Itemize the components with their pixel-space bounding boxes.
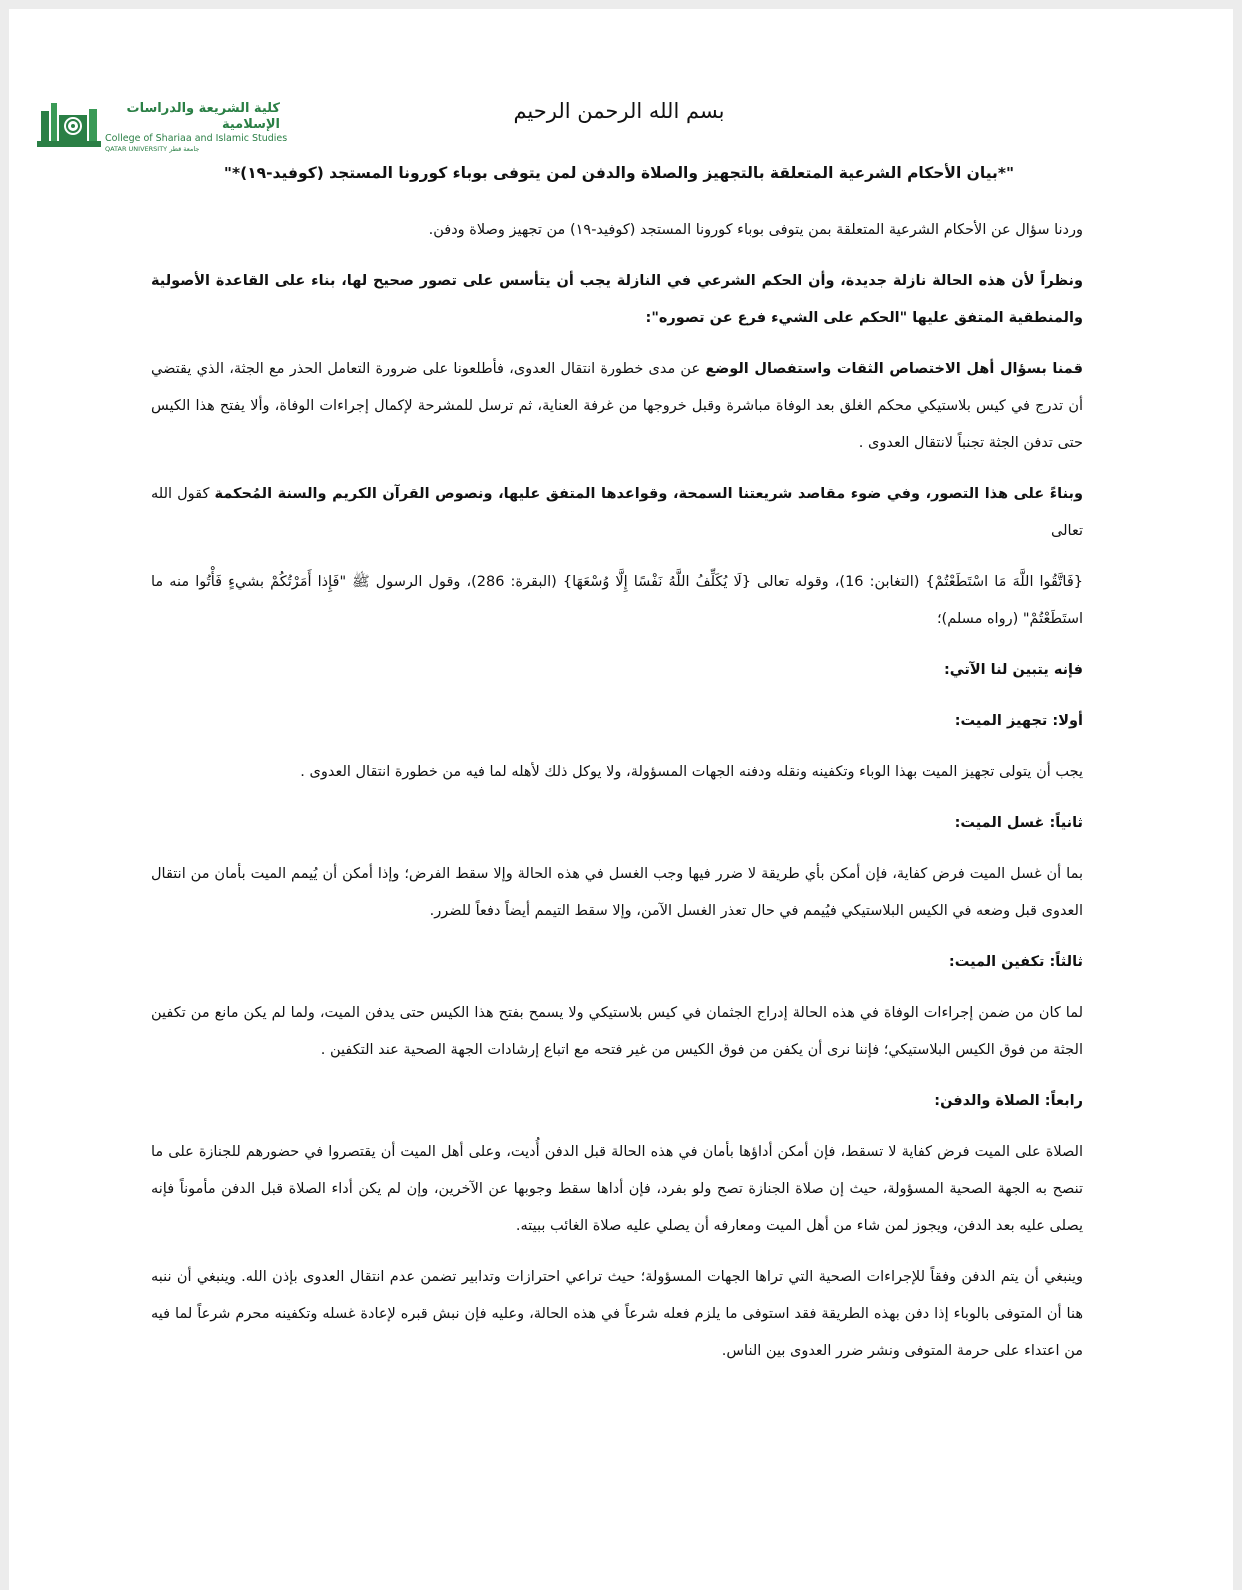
consultation-bold: قمنا بسؤال أهل الاختصاص الثقات واستفصال الوضع <box>705 361 1084 377</box>
logo-english-name: College of Shariaa and Islamic Studies <box>105 133 288 144</box>
section-heading-prayer-burial: رابعاً: الصلاة والدفن: <box>934 1093 1083 1109</box>
logo-university-name: QATAR UNIVERSITY جامعة قطر <box>105 145 200 153</box>
paragraph-evidence: {فَاتَّقُوا اللَّهَ مَا اسْتَطَعْتُمْ} (التغابن: 16)، وقوله تعالى {لَا يُكَلِّفُ اللَّهُ نَفْسًا إِلَّا وُسْعَهَا} (البقرة: 286)، وقول الرسول ﷺ "فَإِذا أَمَرْتُكُمْ بشيءٍ فَأْتُوا منه ما استَطَعْتُمْ" (رواه مسلم)؛ <box>151 574 1083 627</box>
document-title: "*بيان الأحكام الشرعية المتعلقة بالتجهيز والصلاة والدفن لمن يتوفى بوباء كورونا المستجد (كوفيد-١٩)*" <box>223 164 1015 182</box>
paragraph-question: وردنا سؤال عن الأحكام الشرعية المتعلقة بمن يتوفى بوباء كورونا المستجد (كوفيد-١٩) من تجهيز وصلاة ودفن. <box>428 222 1083 238</box>
logo-arabic-name: كلية الشريعة والدراسات الإسلامية <box>126 101 280 132</box>
paragraph-basis <box>151 476 1083 550</box>
section-text-washing: بما أن غسل الميت فرض كفاية، فإن أمكن بأي طريقة لا ضرر فيها وجب الغسل في هذه الحالة وإلا سقط الفرض؛ وإذا أمكن أن يُيمم الميت بأمان من انتقال العدوى قبل وضعه في الكيس البلاستيكي فيُيمم في حال تعذر الغسل الآمن، وإلا سقط التيمم أيضاً دفعاً للضرر. <box>151 866 1083 919</box>
college-logo <box>37 95 288 153</box>
rulings-intro: فإنه يتبين لنا الآتي: <box>943 662 1083 678</box>
basis-bold: وبناءً على هذا التصور، وفي ضوء مقاصد شريعتنا السمحة، وقواعدها المتفق عليها، ونصوص القرآن الكريم والسنة المُحكمة <box>214 486 1083 502</box>
section-heading-shrouding: ثالثاً: تكفين الميت: <box>948 954 1083 970</box>
basmala-heading: بسم الله الرحمن الرحيم <box>513 99 725 123</box>
document-body <box>151 212 1083 1384</box>
consultation-text: عن مدى خطورة انتقال العدوى، فأطلعونا على ضرورة التعامل الحذر مع الجثة، الذي يقتضي أن تدرج في كيس بلاستيكي محكم الغلق بعد الوفاة مباشرة وقبل خروجها من غرفة العناية، ثم ترسل للمشرحة لإكمال إجراءات الوفاة، وألا يفتح هذا الكيس حتى تدفن الجثة تجنباً لانتقال العدوى . <box>151 361 1083 451</box>
section-heading-washing: ثانياً: غسل الميت: <box>954 815 1083 831</box>
college-emblem-icon <box>37 95 103 153</box>
section-text-preparation: يجب أن يتولى تجهيز الميت بهذا الوباء وتكفينه ونقله ودفنه الجهات المسؤولة، ولا يوكل ذلك لأهله لما فيه من خطورة انتقال العدوى . <box>300 764 1083 780</box>
paragraph-consultation <box>151 351 1083 462</box>
section-heading-preparation: أولا: تجهيز الميت: <box>954 713 1083 729</box>
basis-text: كقول الله تعالى <box>151 486 1083 539</box>
section-text-prayer-burial: الصلاة على الميت فرض كفاية لا تسقط، فإن أمكن أداؤها بأمان في هذه الحالة قبل الدفن أُديت، وعلى أهل الميت أن يقتصروا في حضورهم للجنازة على ما تنصح به الجهة الصحية المسؤولة، حيث إن صلاة الجنازة تصح ولو بفرد، فإن أداها سقط وجوبها عن الآخرين، وإن لم يكن أداء الصلاة قبل الدفن مأموناً فإنه يصلى عليه بعد الدفن، ويجوز لمن شاء من أهل الميت ومعارفه أن يصلي عليه صلاة الغائب ببيته. <box>151 1144 1083 1234</box>
section-text-shrouding: لما كان من ضمن إجراءات الوفاة في هذه الحالة إدراج الجثمان في كيس بلاستيكي ولا يسمح بفتح هذا الكيس حتى يدفن الميت، ولما لم يكن مانع من تكفين الجثة من فوق الكيس البلاستيكي؛ فإننا نرى أن يكفن من فوق الكيس من غير فتحه مع اتباع إرشادات الجهة الصحية عند التكفين . <box>151 1005 1083 1058</box>
paragraph-closing: وينبغي أن يتم الدفن وفقاً للإجراءات الصحية التي تراها الجهات المسؤولة؛ حيث تراعي احترازات وتدابير تضمن عدم انتقال العدوى بإذن الله. وينبغي أن ننبه هنا أن المتوفى بالوباء إذا دفن بهذه الطريقة فقد استوفى ما يلزم فعله شرعاً في هذه الحالة، وعليه فإن نبش قبره لإعادة غسله وتكفينه محرم شرعاً لما فيه من اعتداء على حرمة المتوفى ونشر ضرر العدوى بين الناس. <box>151 1269 1083 1359</box>
document-page <box>9 9 1233 1590</box>
paragraph-rationale: ونظراً لأن هذه الحالة نازلة جديدة، وأن الحكم الشرعي في النازلة يجب أن يتأسس على تصور صحيح لها، بناء على القاعدة الأصولية والمنطقية المتفق عليها "الحكم على الشيء فرع عن تصوره": <box>151 273 1083 326</box>
